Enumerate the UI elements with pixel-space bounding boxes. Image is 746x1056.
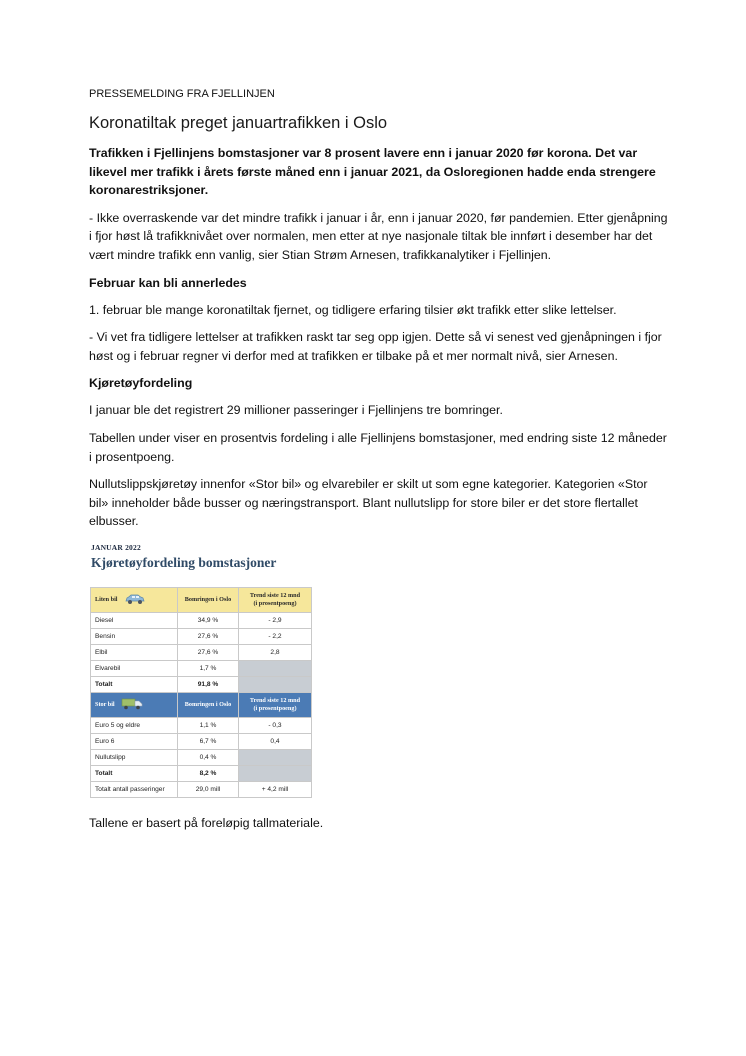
row-label: Nullutslipp: [91, 749, 178, 765]
grand-total-trend: + 4,2 mill: [239, 781, 312, 797]
small-car-header-label: [91, 587, 178, 612]
row-share: 1,1 %: [178, 717, 239, 733]
paragraph-3: - Vi vet fra tidligere lettelser at trafikken raskt tar seg opp igjen. Dette så vi senest ved gjenåpningen i fjor høst og i februar regner vi derfor med at trafikken er tilbake på et mer normalt nivå, sier Arnesen.: [89, 330, 662, 363]
row-trend-empty: [239, 660, 312, 676]
page-title: Koronatiltak preget januartrafikken i Oslo: [89, 114, 388, 132]
total-share: 91,8 %: [178, 676, 239, 692]
paragraph-4: I januar ble det registrert 29 millioner passeringer i Fjellinjens tre bomringer.: [89, 403, 503, 418]
table-row: [91, 749, 312, 765]
figure-title: Kjøretøyfordeling bomstasjoner: [91, 554, 277, 570]
press-release: [89, 88, 669, 842]
total-label: Totalt: [91, 676, 178, 692]
large-trend-unit: (i prosentpoeng): [253, 704, 297, 712]
heading-kjoretoyfordeling: Kjøretøyfordeling: [89, 376, 193, 391]
large-car-label: Stor bil: [95, 701, 115, 709]
figure-kicker: JANUAR 2022: [91, 542, 141, 552]
table-row: [91, 628, 312, 644]
small-car-total-row: [91, 676, 312, 692]
row-share: 27,6 %: [178, 628, 239, 644]
large-car-col-trend: [239, 692, 312, 717]
large-car-total-row: [91, 765, 312, 781]
vehicle-distribution-table: [90, 587, 312, 798]
paragraph-6: Nullutslippskjøretøy innenfor «Stor bil» og elvarebiler er skilt ut som egne kategorier. Kategorien «Stor bil» inneholder både busser og næringstransport. Blant nullutslipp for store biler er det store flertallet elbusser.: [89, 477, 648, 529]
large-car-header-label: [91, 692, 178, 717]
heading-februar: Februar kan bli annerledes: [89, 275, 247, 290]
row-share: 0,4 %: [178, 749, 239, 765]
total-label: Totalt: [91, 765, 178, 781]
paragraph-5: Tabellen under viser en prosentvis fordeling i alle Fjellinjens bomstasjoner, med endring siste 12 måneder i prosentpoeng.: [89, 430, 667, 464]
row-label: Elvarebil: [91, 660, 178, 676]
footer-note: Tallene er basert på foreløpig tallmateriale.: [89, 815, 324, 830]
table-row: [91, 612, 312, 628]
grand-total-row: [91, 781, 312, 797]
press-kicker: PRESSEMELDING FRA FJELLINJEN: [89, 88, 275, 100]
row-label: Diesel: [91, 612, 178, 628]
truck-icon: [121, 698, 143, 712]
lead-paragraph: Trafikken i Fjellinjens bomstasjoner var 8 prosent lavere enn i januar 2020 før korona. Det var likevel mer trafikk i årets første måned enn i januar 2021, da Osloregionen hadde enda strengere koronarestriksjoner.: [89, 146, 656, 198]
row-trend-empty: [239, 749, 312, 765]
row-label: Euro 6: [91, 733, 178, 749]
large-trend-title: Trend siste 12 mnd: [249, 697, 301, 705]
large-car-col-oslo: Bomringen i Oslo: [178, 692, 239, 717]
table-row: [91, 644, 312, 660]
small-trend-title: Trend siste 12 mnd: [249, 592, 301, 600]
row-trend: - 2,9: [239, 612, 312, 628]
table-row: [91, 660, 312, 676]
small-car-col-oslo: Bomringen i Oslo: [178, 587, 239, 612]
row-label: Bensin: [91, 628, 178, 644]
small-car-label: Liten bil: [95, 596, 118, 604]
row-trend: 2,8: [239, 644, 312, 660]
row-trend: 0,4: [239, 733, 312, 749]
paragraph-1: - Ikke overraskende var det mindre trafikk i januar i år, enn i januar 2020, før pandemien. Etter gjenåpning i fjor høst lå trafikknivået over normalen, men etter at nye nasjonale tiltak ble innført i desember har det vært mindre trafikk enn vanlig, sier Stian Strøm Arnesen, trafikkanalytiker i Fjellinjen.: [89, 210, 668, 262]
small-car-header-row: [91, 587, 312, 612]
table-row: [91, 717, 312, 733]
row-trend: - 2,2: [239, 628, 312, 644]
row-share: 1,7 %: [178, 660, 239, 676]
row-share: 27,6 %: [178, 644, 239, 660]
row-share: 34,9 %: [178, 612, 239, 628]
row-share: 6,7 %: [178, 733, 239, 749]
total-trend-empty: [239, 765, 312, 781]
row-label: Elbil: [91, 644, 178, 660]
small-trend-unit: (i prosentpoeng): [253, 599, 297, 607]
large-car-header-row: [91, 692, 312, 717]
car-icon: [124, 593, 146, 607]
table-row: [91, 733, 312, 749]
row-label: Euro 5 og eldre: [91, 717, 178, 733]
row-trend: - 0,3: [239, 717, 312, 733]
small-car-col-trend: [239, 587, 312, 612]
vehicle-distribution-figure: [89, 543, 669, 798]
paragraph-2: 1. februar ble mange koronatiltak fjernet, og tidligere erfaring tilsier økt trafikk etter slike lettelser.: [89, 302, 617, 317]
total-share: 8,2 %: [178, 765, 239, 781]
grand-total-value: 29,0 mill: [178, 781, 239, 797]
grand-total-label: Totalt antall passeringer: [91, 781, 178, 797]
total-trend-empty: [239, 676, 312, 692]
